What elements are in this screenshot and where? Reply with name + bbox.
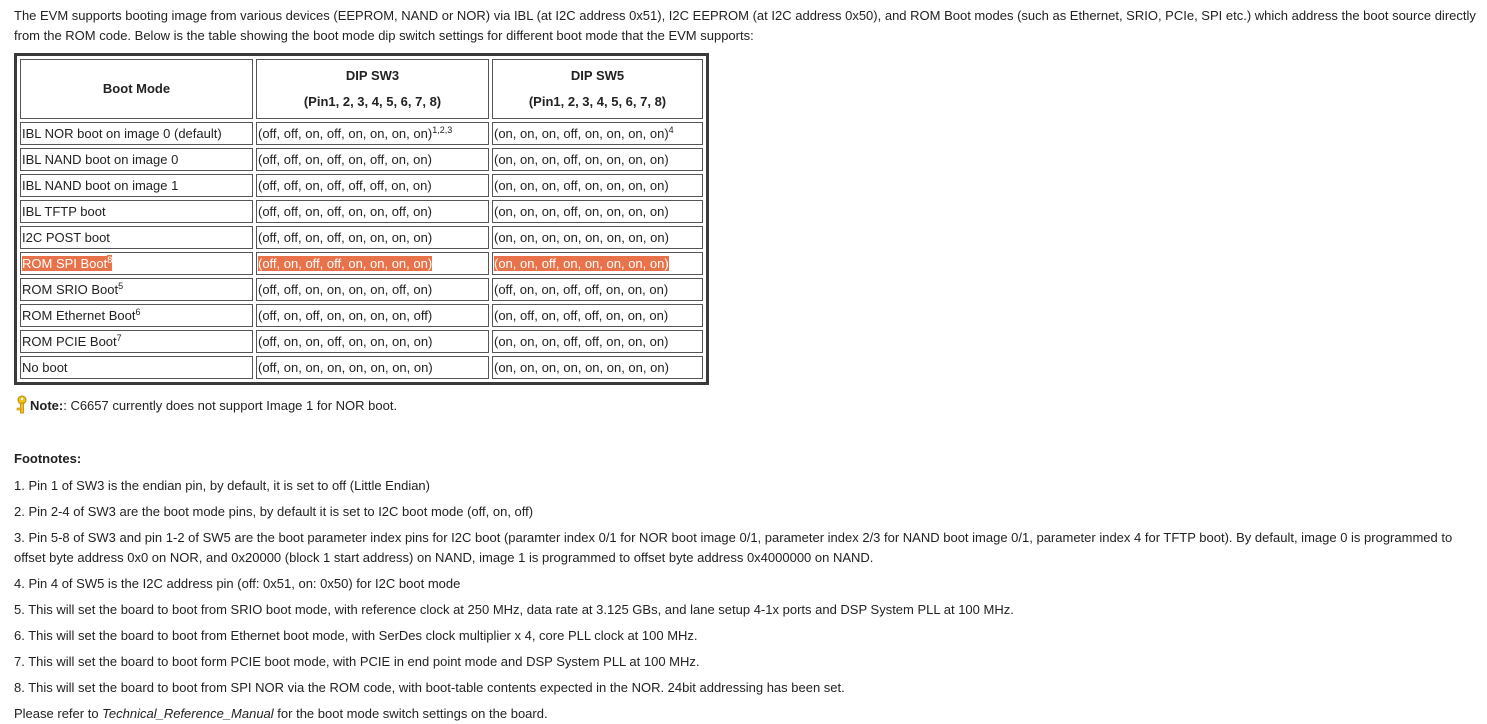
table-row xyxy=(20,330,703,353)
footnote-ref: 1,2,3 xyxy=(432,125,453,135)
table-body xyxy=(20,122,703,379)
cell-dip-sw3-text: (off, on, on, off, on, on, on, on) xyxy=(258,334,433,349)
cell-boot-mode-text: ROM PCIE Boot xyxy=(22,334,117,349)
header-boot-mode: Boot Mode xyxy=(20,59,253,119)
header-dip-sw3 xyxy=(256,59,489,119)
cell-dip-sw3-text: (off, off, on, off, on, on, on, on) xyxy=(258,230,433,245)
footnote-item: 7. This will set the board to boot form PCIE boot mode, with PCIE in end point mode and DSP System PLL at 100 MHz. xyxy=(14,654,700,669)
footnote-item: 4. Pin 4 of SW5 is the I2C address pin (off: 0x51, on: 0x50) for I2C boot mode xyxy=(14,576,461,591)
cell-dip-sw3 xyxy=(256,278,489,301)
cell-dip-sw3-text: (off, on, on, on, on, on, on, on) xyxy=(258,360,433,375)
cell-dip-sw5-text: (on, on, on, on, on, on, on, on) xyxy=(494,360,669,375)
cell-dip-sw3 xyxy=(256,252,489,275)
cell-dip-sw5-text: (off, on, on, off, off, on, on, on) xyxy=(494,282,669,297)
footnotes-title: Footnotes: xyxy=(14,451,82,466)
note-label: Note: xyxy=(30,397,64,413)
header-dip-sw3-pins: (Pin1, 2, 3, 4, 5, 6, 7, 8) xyxy=(303,94,442,109)
key-icon xyxy=(14,395,30,415)
table-header-row xyxy=(20,59,703,119)
footnote-item: 6. This will set the board to boot from Ethernet boot mode, with SerDes clock multiplier x 4, core PLL clock at 100 MHz. xyxy=(14,628,698,643)
cell-dip-sw3-text: (off, off, on, off, off, off, on, on) xyxy=(258,178,432,193)
table-row xyxy=(20,278,703,301)
cell-dip-sw3-text: (off, off, on, on, on, on, off, on) xyxy=(258,282,433,297)
cell-dip-sw3 xyxy=(256,122,489,145)
table-row xyxy=(20,200,703,223)
reference-line xyxy=(14,704,1482,724)
cell-dip-sw3 xyxy=(256,356,489,379)
cell-boot-mode xyxy=(20,226,253,249)
boot-mode-table xyxy=(17,56,706,382)
header-dip-sw3-title: DIP SW3 xyxy=(345,68,400,83)
cell-boot-mode-text: IBL NOR boot on image 0 (default) xyxy=(22,126,222,141)
cell-boot-mode xyxy=(20,200,253,223)
cell-dip-sw5-text: (on, on, on, on, on, on, on, on) xyxy=(494,230,669,245)
technical-reference-manual-link[interactable]: Technical_Reference_Manual xyxy=(102,706,274,721)
cell-dip-sw5 xyxy=(492,252,703,275)
cell-dip-sw3-text: (off, on, off, on, on, on, on, off) xyxy=(258,308,433,323)
cell-dip-sw5 xyxy=(492,148,703,171)
cell-dip-sw3-text: (off, off, on, off, on, on, on, on) xyxy=(258,126,433,141)
cell-dip-sw5 xyxy=(492,226,703,249)
footnote-item: 5. This will set the board to boot from SRIO boot mode, with reference clock at 250 MHz, data rate at 3.125 GBs, and lane setup 4-1x ports and DSP System PLL at 100 MHz. xyxy=(14,602,1014,617)
cell-dip-sw5 xyxy=(492,278,703,301)
table-row xyxy=(20,356,703,379)
header-dip-sw5-pins: (Pin1, 2, 3, 4, 5, 6, 7, 8) xyxy=(528,94,667,109)
cell-boot-mode xyxy=(20,174,253,197)
footnote-ref: 4 xyxy=(668,125,674,135)
header-dip-sw5 xyxy=(492,59,703,119)
note-box xyxy=(14,395,1482,415)
footnote-ref: 5 xyxy=(118,281,124,291)
cell-dip-sw5 xyxy=(492,200,703,223)
cell-dip-sw3 xyxy=(256,304,489,327)
reference-prefix: Please refer to xyxy=(14,706,103,721)
cell-boot-mode xyxy=(20,122,253,145)
table-row xyxy=(20,174,703,197)
table-row xyxy=(20,122,703,145)
table-row xyxy=(20,226,703,249)
cell-dip-sw5 xyxy=(492,122,703,145)
cell-boot-mode xyxy=(20,304,253,327)
cell-dip-sw5-text: (on, on, on, off, on, on, on, on) xyxy=(494,152,669,167)
cell-dip-sw5 xyxy=(492,356,703,379)
cell-boot-mode-text: ROM SPI Boot$^8$ xyxy=(22,255,113,271)
cell-boot-mode-text: I2C POST boot xyxy=(22,230,110,245)
cell-dip-sw3 xyxy=(256,174,489,197)
cell-boot-mode-text: IBL NAND boot on image 0 xyxy=(22,152,179,167)
cell-dip-sw5-text: (on, on, off, on, on, on, on, on) xyxy=(494,256,669,271)
footnote-ref: 6 xyxy=(135,307,141,317)
cell-dip-sw3-text: (off, off, on, off, on, on, off, on) xyxy=(258,204,432,219)
footnote-item: 2. Pin 2-4 of SW3 are the boot mode pins, by default it is set to I2C boot mode (off, on, off) xyxy=(14,504,534,519)
footnote-ref: 7 xyxy=(116,333,122,343)
cell-dip-sw5 xyxy=(492,174,703,197)
cell-dip-sw5-text: (on, on, on, off, on, on, on, on) xyxy=(494,204,669,219)
cell-boot-mode-text: ROM SRIO Boot xyxy=(22,282,119,297)
reference-suffix: for the boot mode switch settings on the board. xyxy=(273,706,548,721)
cell-dip-sw3-text: (off, on, off, off, on, on, on, on) xyxy=(258,256,433,271)
cell-dip-sw5-text: (on, on, on, off, on, on, on, on) xyxy=(494,126,669,141)
cell-boot-mode xyxy=(20,148,253,171)
boot-mode-table-frame xyxy=(14,53,709,385)
table-row xyxy=(20,148,703,171)
cell-boot-mode-text: IBL NAND boot on image 1 xyxy=(22,178,179,193)
cell-dip-sw5 xyxy=(492,304,703,327)
cell-dip-sw5-text: (on, on, on, off, on, on, on, on) xyxy=(494,178,669,193)
cell-dip-sw3 xyxy=(256,226,489,249)
cell-dip-sw5 xyxy=(492,330,703,353)
footnote-item: 1. Pin 1 of SW3 is the endian pin, by default, it is set to off (Little Endian) xyxy=(14,478,430,493)
footnote-ref: 8 xyxy=(107,255,113,265)
table-row xyxy=(20,252,703,275)
footnote-item: 8. This will set the board to boot from SPI NOR via the ROM code, with boot-table contents expected in the NOR. 24bit addressing has been set. xyxy=(14,680,845,695)
header-dip-sw5-title: DIP SW5 xyxy=(570,68,625,83)
cell-dip-sw3 xyxy=(256,330,489,353)
cell-boot-mode-text: No boot xyxy=(22,360,68,375)
cell-dip-sw3-text: (off, off, on, off, on, off, on, on) xyxy=(258,152,432,167)
cell-boot-mode-text: ROM Ethernet Boot xyxy=(22,308,136,323)
footnote-item: 3. Pin 5-8 of SW3 and pin 1-2 of SW5 are the boot parameter index pins for I2C boot (paramter index 0/1 for NOR boot image 0/1, parameter index 2/3 for NAND boot image 0/1, parameter index 4 for TFTP boot). By default, image 0 is programmed to offset byte address 0x0 on NOR, and 0x20000 (block 1 start address) on NAND, image 1 is programmed to offset byte address 0x4000000 on NAND. xyxy=(14,530,1453,565)
table-row xyxy=(20,304,703,327)
cell-boot-mode xyxy=(20,356,253,379)
footnotes-list xyxy=(14,476,1482,698)
cell-boot-mode xyxy=(20,330,253,353)
page-content xyxy=(14,6,1482,724)
cell-boot-mode-text: IBL TFTP boot xyxy=(22,204,106,219)
cell-boot-mode xyxy=(20,278,253,301)
cell-dip-sw5-text: (on, off, on, off, off, on, on, on) xyxy=(494,308,669,323)
cell-dip-sw3 xyxy=(256,200,489,223)
cell-dip-sw3 xyxy=(256,148,489,171)
note-text: : C6657 currently does not support Image 1 for NOR boot. xyxy=(63,397,398,413)
cell-dip-sw5-text: (on, on, on, off, off, on, on, on) xyxy=(494,334,669,349)
cell-boot-mode xyxy=(20,252,253,275)
intro-paragraph: The EVM supports booting image from various devices (EEPROM, NAND or NOR) via IBL (at I2C address 0x51), I2C EEPROM (at I2C address 0x50), and ROM Boot modes (such as Ethernet, SRIO, PCIe, SPI etc.) which address the boot source directly from the ROM code. Below is the table showing the boot mode dip switch settings for different boot mode that the EVM supports: xyxy=(14,8,1476,43)
